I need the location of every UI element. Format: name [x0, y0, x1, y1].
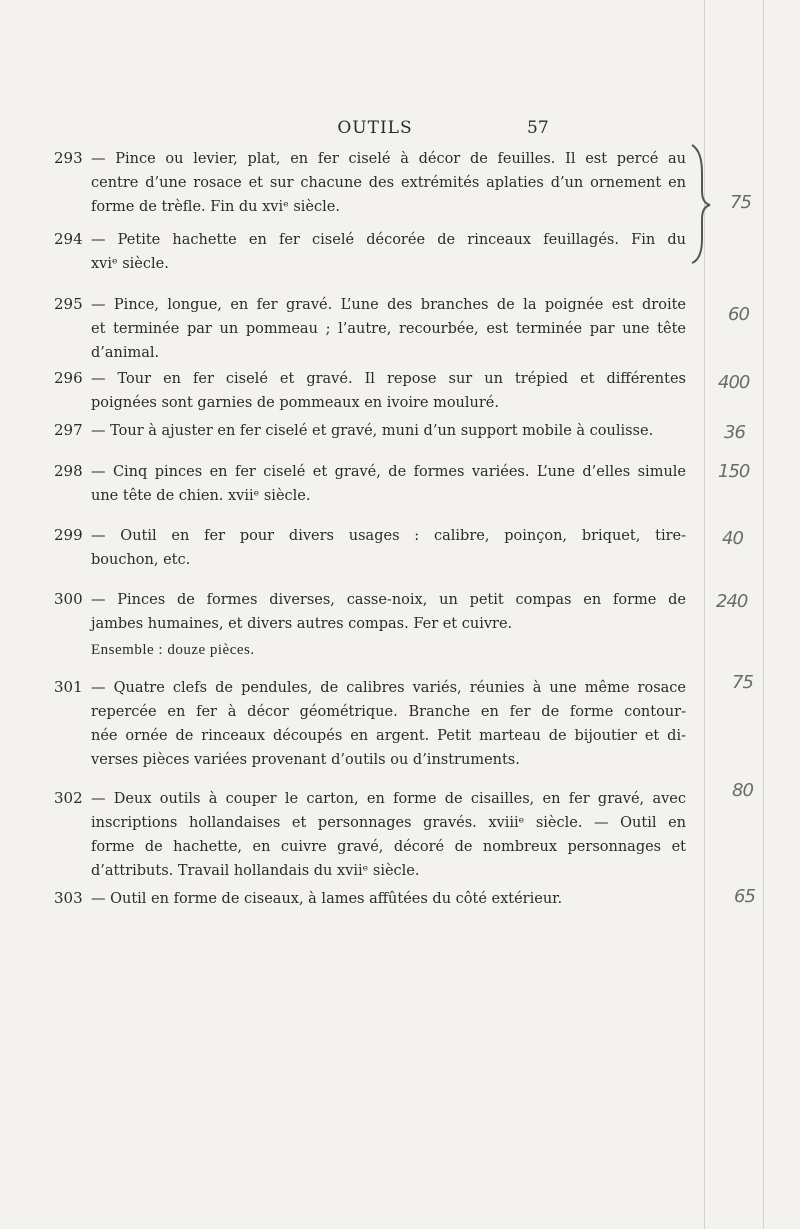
handwritten-price: 65	[734, 886, 755, 907]
entry-number: 300	[54, 590, 83, 608]
entry-number: 296	[54, 369, 83, 387]
entry-text: — Outil en forme de ciseaux, à lames affûtées du côté extérieur.	[91, 891, 563, 907]
entry-number: 302	[54, 789, 83, 807]
handwritten-price: 75	[730, 192, 751, 213]
list-item	[54, 459, 686, 508]
list-item	[54, 675, 686, 772]
entry-text: forme de hachette, en cuivre gravé, décoré de nombreux personnages et	[91, 839, 686, 855]
entry-text: — Outil en fer pour divers usages : calibre, poinçon, briquet, tire-	[91, 528, 686, 544]
bracket-icon	[686, 143, 716, 265]
entry-text: — Pinces de formes diverses, casse-noix, un petit compas en forme de	[91, 592, 686, 608]
list-item	[54, 786, 686, 883]
entry-number: 295	[54, 295, 83, 313]
handwritten-price: 240	[716, 591, 748, 612]
entry-text: d’animal.	[91, 345, 160, 361]
list-item	[54, 523, 686, 572]
handwritten-price: 80	[732, 780, 753, 801]
entry-text: bouchon, etc.	[91, 552, 191, 568]
page-number: 57	[527, 118, 549, 138]
entry-text: — Cinq pinces en fer ciselé et gravé, de formes variées. L’une d’elles simule	[91, 464, 686, 480]
entry-note: Ensemble : douze pièces.	[91, 642, 255, 658]
entry-text: — Pince, longue, en fer gravé. L’une des branches de la poignée est droite	[91, 297, 686, 313]
margin-rule-right	[763, 0, 764, 1229]
handwritten-price: 60	[728, 304, 749, 325]
entry-number: 293	[54, 149, 83, 167]
entry-number: 303	[54, 889, 83, 907]
entry-text: verses pièces variées provenant d’outils ou d’instruments.	[91, 752, 520, 768]
list-item	[54, 366, 686, 415]
list-item	[54, 418, 686, 443]
list-item	[54, 587, 686, 662]
entry-number: 297	[54, 421, 83, 439]
entry-text: née ornée de rinceaux découpés en argent. Petit marteau de bijoutier et di-	[91, 728, 686, 744]
entry-text: — Quatre clefs de pendules, de calibres variés, réunies à une même rosace	[91, 680, 686, 696]
entry-text: xviᵉ siècle.	[91, 256, 169, 272]
entry-number: 301	[54, 678, 83, 696]
entry-text: — Deux outils à couper le carton, en forme de cisailles, en fer gravé, avec	[91, 791, 686, 807]
list-item	[54, 292, 686, 365]
entry-text: — Tour en fer ciselé et gravé. Il repose sur un trépied et différentes	[91, 371, 686, 387]
handwritten-price: 75	[732, 672, 753, 693]
list-item	[54, 227, 686, 276]
entry-text: forme de trèfle. Fin du xviᵉ siècle.	[91, 199, 340, 215]
entry-text: et terminée par un pommeau ; l’autre, recourbée, est terminée par une tête	[91, 321, 686, 337]
entry-number: 294	[54, 230, 83, 248]
entry-number: 298	[54, 462, 83, 480]
entry-text: une tête de chien. xviiᵉ siècle.	[91, 488, 311, 504]
entry-text: — Tour à ajuster en fer ciselé et gravé, muni d’un support mobile à coulisse.	[91, 423, 654, 439]
handwritten-price: 400	[718, 372, 750, 393]
handwritten-price: 40	[722, 528, 743, 549]
page-title: OUTILS	[337, 118, 413, 138]
list-item	[54, 886, 686, 911]
entry-number: 299	[54, 526, 83, 544]
handwritten-price: 150	[718, 461, 750, 482]
entry-text: d’attributs. Travail hollandais du xviiᵉ siècle.	[91, 863, 420, 879]
list-item	[54, 146, 686, 219]
handwritten-price: 36	[724, 422, 745, 443]
entry-text: centre d’une rosace et sur chacune des extrémités aplaties d’un ornement en	[91, 175, 686, 191]
entry-text: jambes humaines, et divers autres compas. Fer et cuivre.	[91, 616, 513, 632]
entry-text: — Pince ou levier, plat, en fer ciselé à décor de feuilles. Il est percé au	[91, 151, 686, 167]
entry-text: inscriptions hollandaises et personnages gravés. xviiiᵉ siècle. — Outil en	[91, 815, 686, 831]
entry-text: poignées sont garnies de pommeaux en ivoire mouluré.	[91, 395, 499, 411]
entry-text: repercée en fer à décor géométrique. Branche en fer de forme contour-	[91, 704, 686, 720]
entry-text: — Petite hachette en fer ciselé décorée de rinceaux feuillagés. Fin du	[91, 232, 686, 248]
